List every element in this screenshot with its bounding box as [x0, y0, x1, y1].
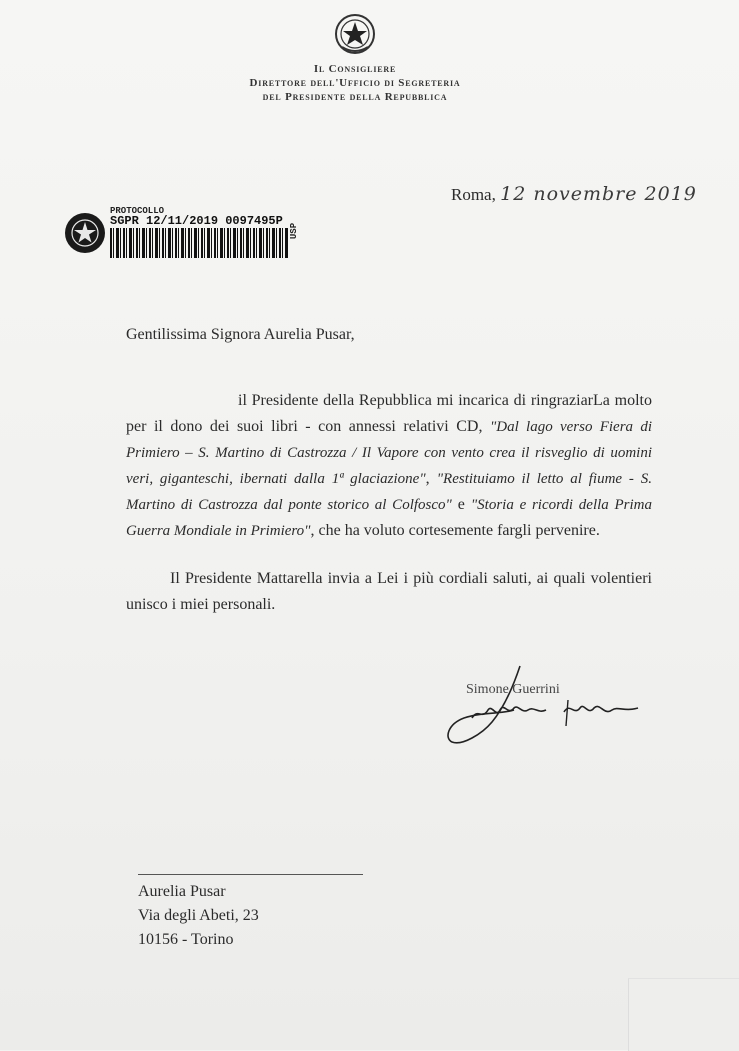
handwritten-date: 12 novembre 2019	[500, 183, 697, 205]
body-paragraph-1	[126, 388, 652, 544]
body-paragraph-2: Il Presidente Mattarella invia a Lei i più cordiali saluti, ai quali volentieri unisco i miei personali.	[126, 570, 652, 613]
protocol-stamp	[64, 204, 304, 260]
recipient-name: Aurelia Pusar	[138, 883, 226, 900]
letterhead-line-2: Direttore dell'Ufficio di Segreteria	[249, 77, 461, 89]
protocol-code: SGPR 12/11/2019 0097495P	[110, 214, 283, 228]
paper-fold	[628, 978, 739, 1051]
book-title-2: "Restituiamo il letto al fiume - S. Martino di Castrozza dal ponte storico al Colfosco"	[126, 471, 653, 513]
barcode	[110, 228, 288, 258]
letter-body	[126, 388, 652, 618]
recipient-street: Via degli Abeti, 23	[138, 907, 259, 924]
protocol-label: PROTOCOLLO	[110, 206, 165, 216]
separator-2: e	[451, 496, 471, 513]
signature-block	[442, 660, 652, 760]
letterhead-line-1: Il Consigliere	[313, 63, 397, 75]
recipient-city: 10156 - Torino	[138, 931, 234, 948]
letterhead-line-3: del Presidente della Repubblica	[262, 91, 448, 103]
seal-icon	[64, 212, 106, 254]
book-title-1: "Dal lago verso Fiera di Primiero – S. Martino di Castrozza / Il Vapore con vento crea il risveglio di uomini veri, giganteschi, ibernati dalla 1ª glaciazione"	[126, 419, 652, 487]
protocol-side-label: USP	[289, 222, 300, 240]
place-date	[451, 183, 697, 205]
handwritten-signature	[442, 660, 652, 760]
book-title-3: "Storia e ricordi della Prima Guerra Mondiale in Primiero"	[126, 497, 652, 539]
recipient-address	[138, 880, 259, 952]
address-divider	[138, 874, 363, 875]
place: Roma,	[451, 185, 496, 204]
signatory-name: Simone Guerrini	[466, 682, 560, 697]
body-intro: il Presidente della Repubblica mi incarica di ringraziarLa molto per il dono dei suoi libri - con annessi relativi CD,	[126, 392, 652, 435]
office-letterhead	[200, 62, 510, 104]
salutation: Gentilissima Signora Aurelia Pusar,	[126, 326, 355, 343]
separator-1: ,	[425, 470, 437, 487]
body-closing: , che ha voluto cortesemente fargli pervenire.	[310, 522, 600, 539]
republic-emblem-icon	[334, 13, 376, 55]
